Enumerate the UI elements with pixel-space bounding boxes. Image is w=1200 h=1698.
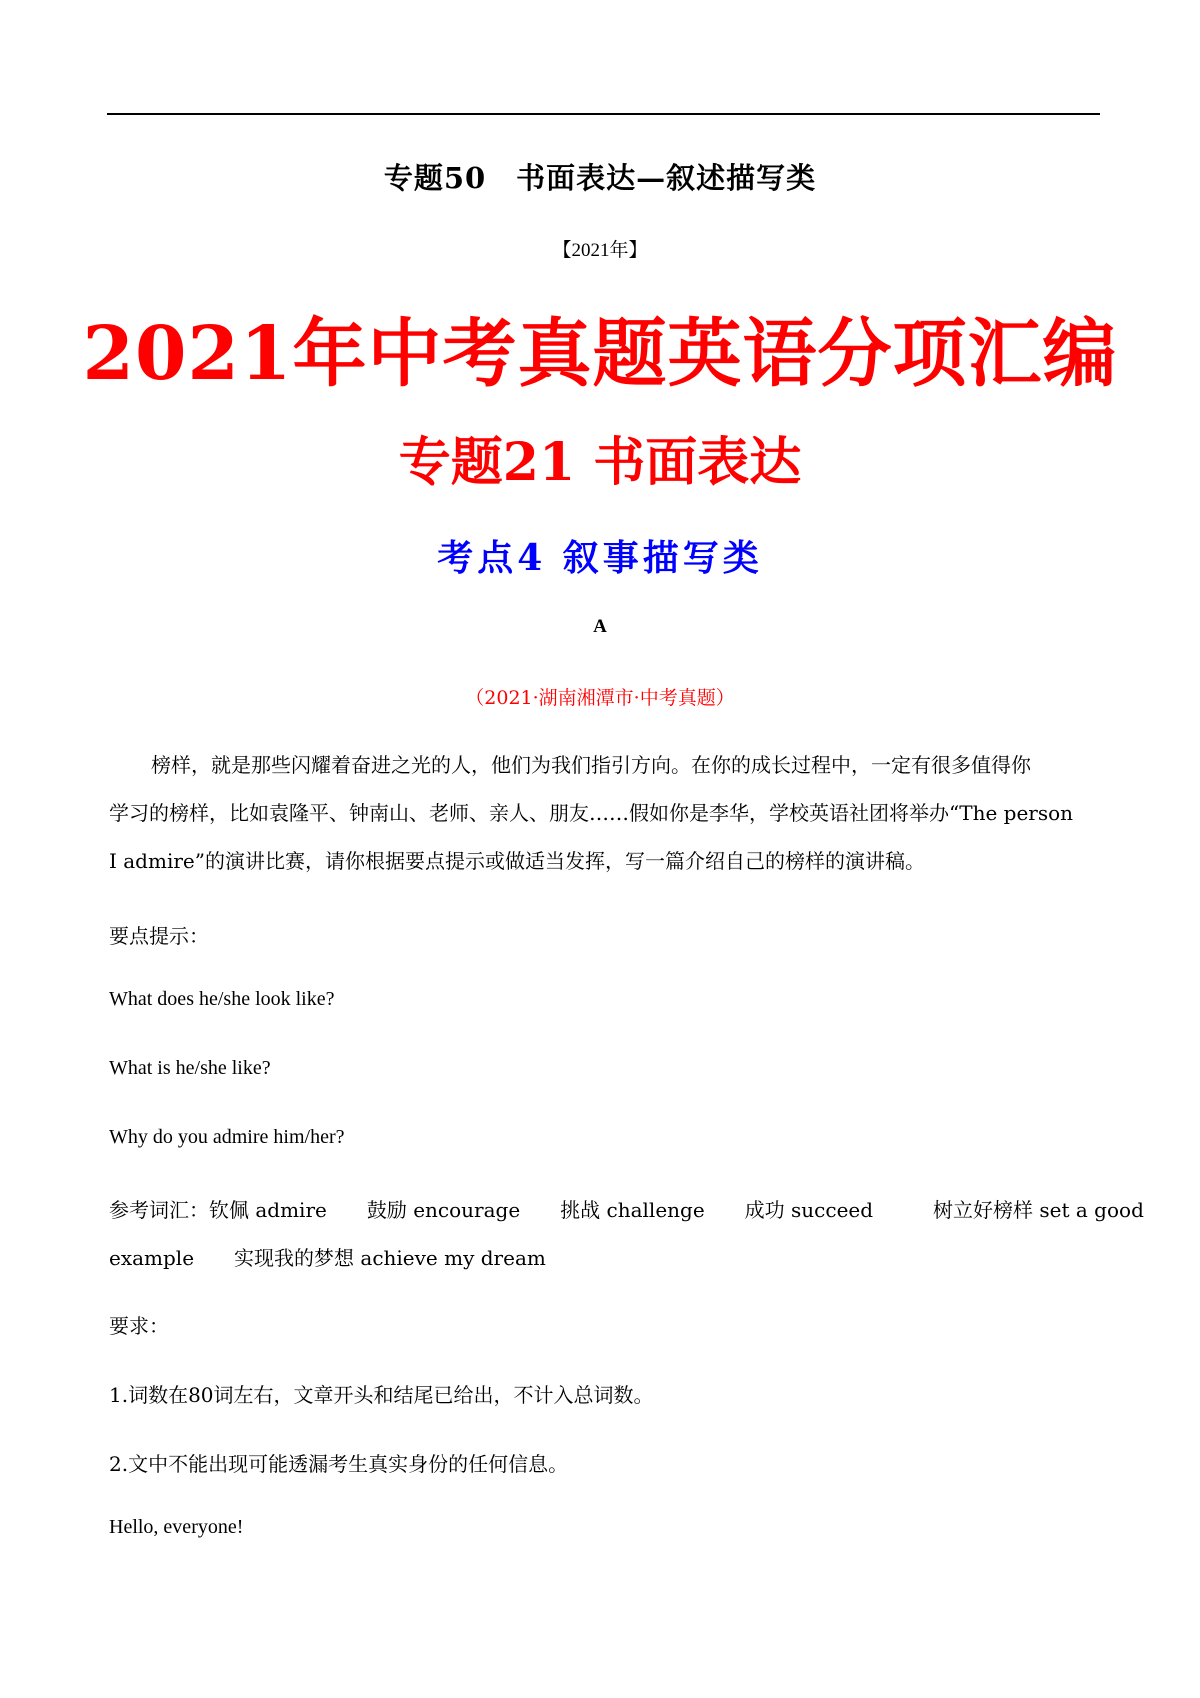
requirement-1: 1.词数在80词左右，文章开头和结尾已给出，不计入总词数。 <box>109 1383 654 1407</box>
hint-question-3: Why do you admire him/her? <box>109 1126 345 1148</box>
intro-line-2: 学习的榜样，比如袁隆平、钟南山、老师、亲人、朋友……假如你是李华，学校英语社团将举办“The person <box>109 801 1074 825</box>
subject-title: 专题50 书面表达—叙述描写类 <box>383 161 817 195</box>
kaodian-title: 考点4 叙事描写类 <box>437 537 763 579</box>
requirements-label: 要求： <box>109 1314 169 1338</box>
question-source: （2021·湖南湘潭市·中考真题） <box>465 687 735 709</box>
hints-label: 要点提示： <box>109 924 209 948</box>
vocab-line-2: example 实现我的梦想 achieve my dream <box>109 1246 546 1270</box>
year-tag: 【2021年】 <box>552 240 648 261</box>
banner-sub-title: 专题21 书面表达 <box>398 432 802 493</box>
requirement-2: 2.文中不能出现可能透漏考生真实身份的任何信息。 <box>109 1452 569 1476</box>
intro-paragraph <box>109 741 1099 885</box>
hint-question-2: What is he/she like? <box>109 1057 271 1079</box>
header-rule <box>107 113 1100 115</box>
hint-question-1: What does he/she look like? <box>109 988 335 1010</box>
opening-line: Hello, everyone! <box>109 1516 244 1538</box>
section-letter: A <box>593 616 607 637</box>
intro-line-1: 榜样，就是那些闪耀着奋进之光的人，他们为我们指引方向。在你的成长过程中，一定有很多值得你 <box>151 753 1031 777</box>
intro-line-3: I admire”的演讲比赛，请你根据要点提示或做适当发挥，写一篇介绍自己的榜样的演讲稿。 <box>109 849 925 873</box>
vocab-line-1: 参考词汇：钦佩 admire 鼓励 encourage 挑战 challenge 成功 succeed 树立好榜样 set a good <box>109 1198 1144 1222</box>
banner-main-title: 2021年中考真题英语分项汇编 <box>82 311 1118 397</box>
